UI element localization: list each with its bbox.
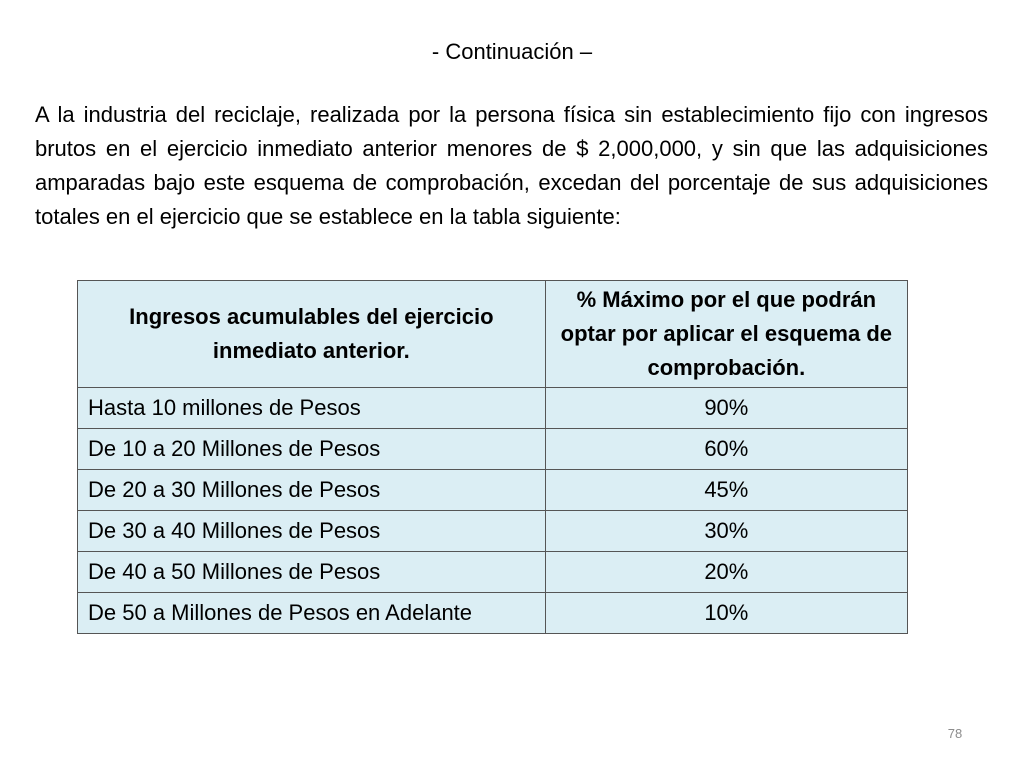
header-income: Ingresos acumulables del ejercicio inmediato anterior. <box>78 281 546 388</box>
table-body <box>78 388 908 634</box>
table-row <box>78 593 908 634</box>
thresholds-table <box>77 280 908 634</box>
slide-heading: - Continuación – <box>431 39 593 64</box>
income-cell: De 20 a 30 Millones de Pesos <box>78 470 546 511</box>
percent-cell: 10% <box>545 593 907 634</box>
income-cell: De 40 a 50 Millones de Pesos <box>78 552 546 593</box>
page-number: 78 <box>947 726 963 741</box>
income-cell: Hasta 10 millones de Pesos <box>78 388 546 429</box>
intro-paragraph: A la industria del reciclaje, realizada por la persona física sin establecimiento fijo con ingresos brutos en el ejercicio inmediato anterior menores de $ 2,000,000, y sin que las adquisiciones amparadas bajo este esquema de comprobación, excedan del porcentaje de sus adquisiciones totales en el ejercicio que se establece en la tabla siguiente: <box>35 102 988 229</box>
percent-cell: 30% <box>545 511 907 552</box>
percent-cell: 90% <box>545 388 907 429</box>
income-cell: De 10 a 20 Millones de Pesos <box>78 429 546 470</box>
percent-cell: 60% <box>545 429 907 470</box>
table-row <box>78 511 908 552</box>
percent-cell: 20% <box>545 552 907 593</box>
income-cell: De 30 a 40 Millones de Pesos <box>78 511 546 552</box>
header-percent: % Máximo por el que podrán optar por aplicar el esquema de comprobación. <box>545 281 907 388</box>
table-row <box>78 470 908 511</box>
table-row <box>78 429 908 470</box>
table-header <box>78 281 908 388</box>
table-row <box>78 388 908 429</box>
income-cell: De 50 a Millones de Pesos en Adelante <box>78 593 546 634</box>
percent-cell: 45% <box>545 470 907 511</box>
table-row <box>78 552 908 593</box>
table-header-row <box>78 281 908 388</box>
